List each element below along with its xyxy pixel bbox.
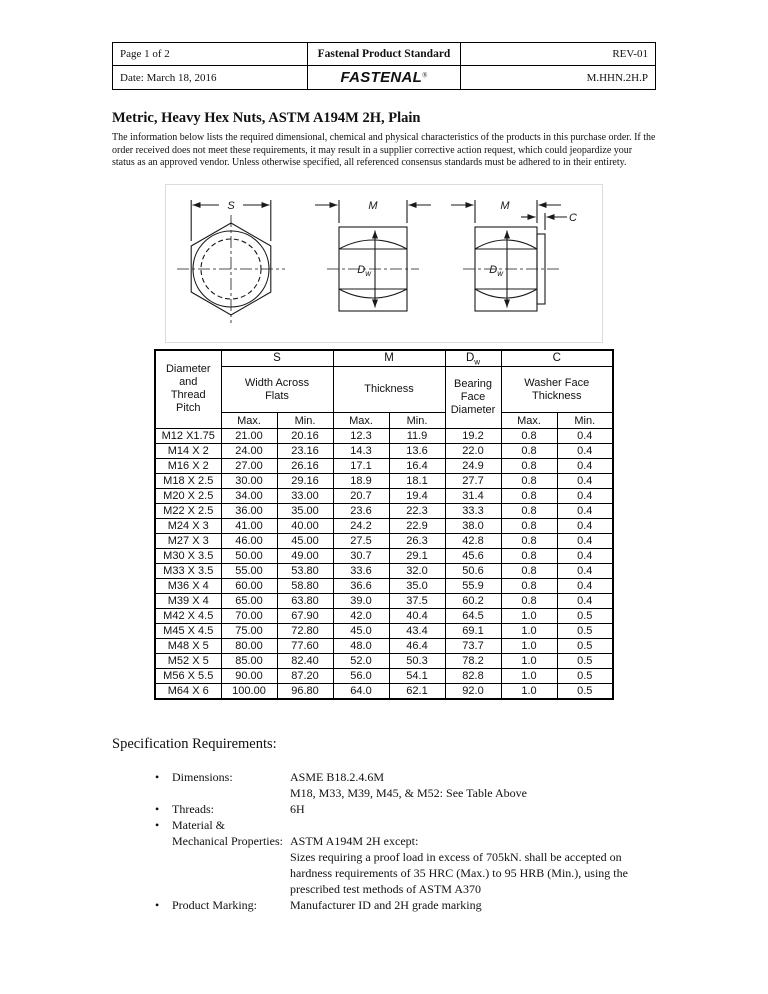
cell-value: 0.8: [501, 429, 557, 444]
cell-value: 23.16: [277, 444, 333, 459]
col-subheader: Max.: [501, 413, 557, 429]
cell-value: 45.0: [333, 624, 389, 639]
cell-value: 77.60: [277, 639, 333, 654]
cell-size: M36 X 4: [155, 579, 221, 594]
col-header-diameter-thread-pitch: Diameter and Thread Pitch: [155, 350, 221, 429]
table-row: [155, 504, 613, 519]
cell-size: M14 X 2: [155, 444, 221, 459]
dimensions-table: [154, 349, 614, 701]
cell-value: 85.00: [221, 654, 277, 669]
cell-value: 40.00: [277, 519, 333, 534]
col-group-letter-s: S: [221, 350, 333, 367]
cell-value: 0.5: [557, 654, 613, 669]
cell-value: 0.8: [501, 489, 557, 504]
cell-size: M30 X 3.5: [155, 549, 221, 564]
cell-value: 27.00: [221, 459, 277, 474]
cell-value: 29.16: [277, 474, 333, 489]
table-row: [155, 489, 613, 504]
cell-value: 70.00: [221, 609, 277, 624]
col-subheader: Min.: [557, 413, 613, 429]
hex-nut-diagram: [165, 184, 603, 343]
cell-value: 65.00: [221, 594, 277, 609]
cell-value: 33.3: [445, 504, 501, 519]
cell-value: 23.6: [333, 504, 389, 519]
page-number: Page 1 of 2: [113, 43, 308, 66]
cell-value: 63.80: [277, 594, 333, 609]
cell-value: 0.4: [557, 534, 613, 549]
table-row: [155, 639, 613, 654]
page-title: Metric, Heavy Hex Nuts, ASTM A194M 2H, Plain: [112, 110, 421, 126]
cell-value: 60.2: [445, 594, 501, 609]
col-group-name: Washer Face Thickness: [501, 367, 613, 413]
col-group-name: Bearing Face Diameter: [445, 367, 501, 429]
cell-value: 0.5: [557, 609, 613, 624]
cell-value: 48.0: [333, 639, 389, 654]
cell-size: M22 X 2.5: [155, 504, 221, 519]
cell-value: 78.2: [445, 654, 501, 669]
cell-size: M16 X 2: [155, 459, 221, 474]
cell-value: 0.4: [557, 429, 613, 444]
cell-value: 64.0: [333, 684, 389, 700]
cell-value: 27.5: [333, 534, 389, 549]
cell-value: 0.4: [557, 504, 613, 519]
table-row: [155, 684, 613, 700]
cell-value: 0.8: [501, 459, 557, 474]
cell-value: 34.00: [221, 489, 277, 504]
cell-value: 38.0: [445, 519, 501, 534]
cell-value: 0.5: [557, 624, 613, 639]
cell-value: 82.8: [445, 669, 501, 684]
cell-value: 17.1: [333, 459, 389, 474]
table-row: [155, 579, 613, 594]
dim-label-s: S: [227, 199, 235, 212]
col-group-letter-m: M: [333, 350, 445, 367]
cell-value: 0.4: [557, 594, 613, 609]
cell-value: 24.2: [333, 519, 389, 534]
cell-value: 55.9: [445, 579, 501, 594]
cell-value: 75.00: [221, 624, 277, 639]
table-row: [155, 669, 613, 684]
cell-value: 18.1: [389, 474, 445, 489]
cell-value: 1.0: [501, 639, 557, 654]
cell-value: 90.00: [221, 669, 277, 684]
table-row: [155, 444, 613, 459]
cell-value: 1.0: [501, 669, 557, 684]
table-row: [155, 624, 613, 639]
cell-value: 0.4: [557, 459, 613, 474]
cell-value: 45.00: [277, 534, 333, 549]
registered-mark-icon: ®: [422, 71, 428, 80]
header-table: [112, 42, 656, 90]
cell-value: 27.7: [445, 474, 501, 489]
table-row: [155, 474, 613, 489]
dimensions-table-body: [155, 429, 613, 700]
document-code: M.HHN.2H.P: [460, 66, 656, 90]
bullet-icon: •: [155, 898, 160, 912]
col-subheader: Min.: [277, 413, 333, 429]
bullet-icon: •: [155, 770, 160, 784]
cell-value: 0.8: [501, 519, 557, 534]
cell-value: 37.5: [389, 594, 445, 609]
cell-value: 52.0: [333, 654, 389, 669]
cell-size: M42 X 4.5: [155, 609, 221, 624]
standard-label: Fastenal Product Standard: [308, 43, 460, 66]
cell-value: 42.8: [445, 534, 501, 549]
cell-value: 19.4: [389, 489, 445, 504]
col-group-letter-c: C: [501, 350, 613, 367]
table-row: [155, 519, 613, 534]
spec-item: [155, 801, 656, 817]
cell-value: 50.00: [221, 549, 277, 564]
spec-item-value: ASME B18.2.4.6M M18, M33, M39, M45, & M52: See Table Above: [290, 770, 527, 800]
cell-value: 1.0: [501, 624, 557, 639]
cell-value: 0.8: [501, 549, 557, 564]
table-row: [155, 429, 613, 444]
cell-value: 0.8: [501, 474, 557, 489]
spec-item-value: Manufacturer ID and 2H grade marking: [290, 898, 482, 912]
cell-value: 73.7: [445, 639, 501, 654]
cell-value: 64.5: [445, 609, 501, 624]
table-row: [155, 609, 613, 624]
col-subheader: Min.: [389, 413, 445, 429]
cell-size: M12 X1.75: [155, 429, 221, 444]
spec-item-label: Threads:: [172, 802, 214, 816]
cell-value: 18.9: [333, 474, 389, 489]
cell-value: 0.8: [501, 564, 557, 579]
dim-label-m: M: [368, 199, 378, 212]
cell-size: M45 X 4.5: [155, 624, 221, 639]
cell-value: 29.1: [389, 549, 445, 564]
cell-value: 11.9: [389, 429, 445, 444]
cell-value: 22.9: [389, 519, 445, 534]
cell-value: 0.5: [557, 639, 613, 654]
cell-value: 72.80: [277, 624, 333, 639]
cell-value: 56.0: [333, 669, 389, 684]
dim-label-dw2: $D_w$: [489, 263, 503, 278]
spec-item: [155, 897, 656, 913]
spec-item-label: Material & Mechanical Properties:: [172, 818, 283, 848]
cell-value: 0.5: [557, 684, 613, 700]
spec-item-value: ASTM A194M 2H except: Sizes requiring a proof load in excess of 705kN. shall be accepted on hardness requirements of 35 HRC (Max.) to 95 HRB (Min.), using the prescribed test methods of ASTM A370: [290, 834, 628, 896]
col-subheader: Max.: [333, 413, 389, 429]
cell-value: 100.00: [221, 684, 277, 700]
cell-value: 62.1: [389, 684, 445, 700]
spec-item-value: 6H: [290, 802, 305, 816]
bullet-icon: •: [155, 818, 160, 832]
cell-size: M39 X 4: [155, 594, 221, 609]
cell-value: 1.0: [501, 654, 557, 669]
cell-size: M20 X 2.5: [155, 489, 221, 504]
cell-value: 55.00: [221, 564, 277, 579]
cell-value: 1.0: [501, 684, 557, 700]
cell-value: 16.4: [389, 459, 445, 474]
fastenal-logo: [308, 66, 460, 90]
dimensions-table-head: [155, 350, 613, 429]
cell-value: 92.0: [445, 684, 501, 700]
cell-value: 22.0: [445, 444, 501, 459]
cell-value: 0.4: [557, 489, 613, 504]
cell-value: 96.80: [277, 684, 333, 700]
spec-requirements-list: [155, 769, 656, 913]
revision-label: REV-01: [460, 43, 656, 66]
cell-value: 14.3: [333, 444, 389, 459]
cell-value: 46.00: [221, 534, 277, 549]
cell-value: 69.1: [445, 624, 501, 639]
cell-value: 80.00: [221, 639, 277, 654]
dim-label-c: C: [569, 211, 577, 224]
fastenal-wordmark: FASTENAL: [340, 69, 423, 86]
table-row: [155, 459, 613, 474]
hex-nut-drawing: [169, 187, 599, 335]
cell-value: 32.0: [389, 564, 445, 579]
cell-value: 0.4: [557, 444, 613, 459]
cell-value: 1.0: [501, 609, 557, 624]
document-date: Date: March 18, 2016: [113, 66, 308, 90]
cell-value: 24.9: [445, 459, 501, 474]
table-row: [155, 654, 613, 669]
cell-value: 50.6: [445, 564, 501, 579]
cell-value: 0.4: [557, 549, 613, 564]
cell-value: 0.8: [501, 444, 557, 459]
spec-item-label: Dimensions:: [172, 770, 233, 784]
spec-item-label: Product Marking:: [172, 898, 257, 912]
cell-value: 30.7: [333, 549, 389, 564]
cell-value: 22.3: [389, 504, 445, 519]
cell-size: M24 X 3: [155, 519, 221, 534]
cell-value: 0.4: [557, 579, 613, 594]
cell-value: 82.40: [277, 654, 333, 669]
cell-value: 13.6: [389, 444, 445, 459]
cell-value: 24.00: [221, 444, 277, 459]
bullet-icon: •: [155, 802, 160, 816]
cell-value: 41.00: [221, 519, 277, 534]
cell-value: 49.00: [277, 549, 333, 564]
dim-label-m2: M: [500, 199, 510, 212]
col-subheader: Max.: [221, 413, 277, 429]
cell-value: 50.3: [389, 654, 445, 669]
dim-label-dw: $D_w$: [357, 263, 371, 278]
cell-value: 20.7: [333, 489, 389, 504]
cell-value: 0.5: [557, 669, 613, 684]
cell-value: 0.8: [501, 594, 557, 609]
cell-value: 26.16: [277, 459, 333, 474]
spec-item: [155, 769, 656, 801]
cell-value: 40.4: [389, 609, 445, 624]
cell-value: 33.00: [277, 489, 333, 504]
cell-value: 54.1: [389, 669, 445, 684]
cell-value: 20.16: [277, 429, 333, 444]
cell-value: 33.6: [333, 564, 389, 579]
spec-requirements-heading: Specification Requirements:: [112, 736, 277, 752]
cell-value: 21.00: [221, 429, 277, 444]
cell-value: 0.8: [501, 504, 557, 519]
cell-value: 12.3: [333, 429, 389, 444]
cell-value: 58.80: [277, 579, 333, 594]
col-group-name: Thickness: [333, 367, 445, 413]
col-group-letter-dw: $D_w$: [445, 350, 501, 367]
cell-size: M64 X 6: [155, 684, 221, 700]
cell-value: 0.4: [557, 564, 613, 579]
cell-value: 60.00: [221, 579, 277, 594]
cell-size: M18 X 2.5: [155, 474, 221, 489]
cell-value: 43.4: [389, 624, 445, 639]
cell-value: 0.4: [557, 519, 613, 534]
cell-value: 87.20: [277, 669, 333, 684]
cell-value: 45.6: [445, 549, 501, 564]
cell-value: 35.00: [277, 504, 333, 519]
spec-item: [155, 817, 656, 897]
cell-size: M33 X 3.5: [155, 564, 221, 579]
cell-value: 46.4: [389, 639, 445, 654]
cell-value: 19.2: [445, 429, 501, 444]
cell-size: M27 X 3: [155, 534, 221, 549]
cell-value: 0.4: [557, 474, 613, 489]
cell-value: 0.8: [501, 579, 557, 594]
col-group-name: Width Across Flats: [221, 367, 333, 413]
cell-value: 67.90: [277, 609, 333, 624]
table-row: [155, 549, 613, 564]
cell-size: M52 X 5: [155, 654, 221, 669]
table-row: [155, 564, 613, 579]
cell-value: 39.0: [333, 594, 389, 609]
cell-value: 42.0: [333, 609, 389, 624]
table-row: [155, 594, 613, 609]
cell-value: 0.8: [501, 534, 557, 549]
cell-value: 36.6: [333, 579, 389, 594]
cell-value: 36.00: [221, 504, 277, 519]
cell-value: 35.0: [389, 579, 445, 594]
table-row: [155, 534, 613, 549]
cell-size: M56 X 5.5: [155, 669, 221, 684]
cell-value: 53.80: [277, 564, 333, 579]
intro-paragraph: The information below lists the required dimensional, chemical and physical characteristics of the products in this purchase order. If the order received does not meet these requirements, it may result in a supplier corrective action request, which could jeopardize your status as an approved vendor. Unless otherwise specified, all referenced consensus standards must be adhered to in their entirety.: [112, 132, 656, 168]
cell-value: 26.3: [389, 534, 445, 549]
cell-value: 31.4: [445, 489, 501, 504]
cell-size: M48 X 5: [155, 639, 221, 654]
cell-value: 30.00: [221, 474, 277, 489]
